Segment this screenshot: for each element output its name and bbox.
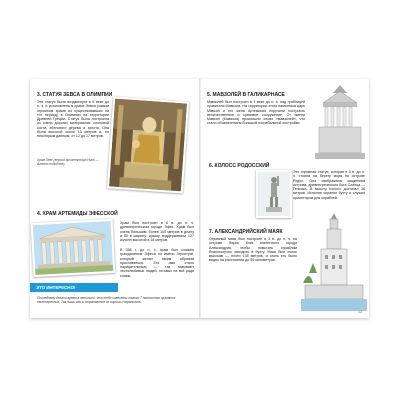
colossus-illustration [258,172,290,216]
left-page [30,79,199,318]
zeus-statue-illustration [109,99,187,192]
zeus-statue-photo [107,96,189,193]
heading-artemis: 4. ХРАМ АРТЕМИДЫ ЭФЕССКОЙ [37,211,118,217]
text-artemis-2: В 356 г. до н. э. храм был сожжён гражданином Эфеса по имени Герострат, который желал таким образом прославиться. Его имя стало нарицательным — так называют честолюбивых людей, готовых на всё ради славы. [120,248,194,278]
lighthouse-illustration [301,213,367,311]
page-number: 13 [358,310,362,314]
colossus-photo [256,170,292,218]
artemis-temple-photo [31,219,116,277]
text-colossus: Это огромная статуя, которая в 3 в. до н. э. стояла на берегу моря на острове Родос. Она изображала защитника острова, древнегреческого бога Солнца — Гелиоса. В высоту Колосс достигал 36 метров. Исполин охранял бухту и служил ориентиром для кораблей. [293,170,365,200]
caption-zeus: Храм Зевс (версия архитектора Нико — Агнолю подобное). [37,158,99,166]
text-zeus: Эта статуя была воздвигнута в 5 веке до н. э. и установлена в храме Зевса (самом огромном храме из существовавших на тот период) в Олимпии на территории Древней Греции. Статуя была построена из очень дорогих материалов: слоновой кости, эбенового дерева и золота. Она была высотой около 13 метров и, по некоторым данным, от 12 до 17 метров. [37,100,109,139]
mausoleum-illustration [311,83,369,163]
interesting-banner: ЭТО ИНТЕРЕСНО! [30,283,118,292]
text-artemis-1: Храм был построен в 6 в. до н. э. древнегреческом городе Эфес. Храм был очень большим: более 100 метров в длину и 50 в ширину; крышу поддерживали 127 колонн высотой в 18 метров. [120,221,194,243]
heading-mausoleum: 5. МАВЗОЛЕЙ В ГАЛИКАРНАСЕ [207,92,285,98]
interesting-text: Последнему делали время в летописи, что тебе известны только 7 полностью хранятся неинтересных. Так лишь они и сохраняются их хорошо сохранились. [37,296,176,304]
heading-zeus: 3. СТАТУЯ ЗЕВСА В ОЛИМПИИ [37,92,113,98]
text-lighthouse: Огромный маяк был построен в 3 в. до н. э. на острове Фарос близ египетского города Александрия, чтобы помогать кораблям благополучно заходить в бухту. Маяк был очень высоким — почти 135 метров, и огонь его было видно на расстоянии до 50 километров. [209,237,297,263]
heading-lighthouse: 7. АЛЕКСАНДРИЙСКИЙ МАЯК [209,229,283,235]
text-mausoleum: Мавзолей был построен в 4 веке до н. э. над гробницей правителя Мавсола. На территории этого памятника царь Мавсол и его жена Артемисия поручили построить величественное и красивое сооружение. От имени Мавсол (Мавзола) произошло слово «мавзолей», что стало обозначением большой погребальной постройки. [207,100,305,126]
artemis-temple-illustration [33,221,114,275]
right-page [201,79,369,318]
heading-colossus: 6. КОЛОСС РОДОССКИЙ [209,163,270,169]
book-spread [30,79,369,318]
